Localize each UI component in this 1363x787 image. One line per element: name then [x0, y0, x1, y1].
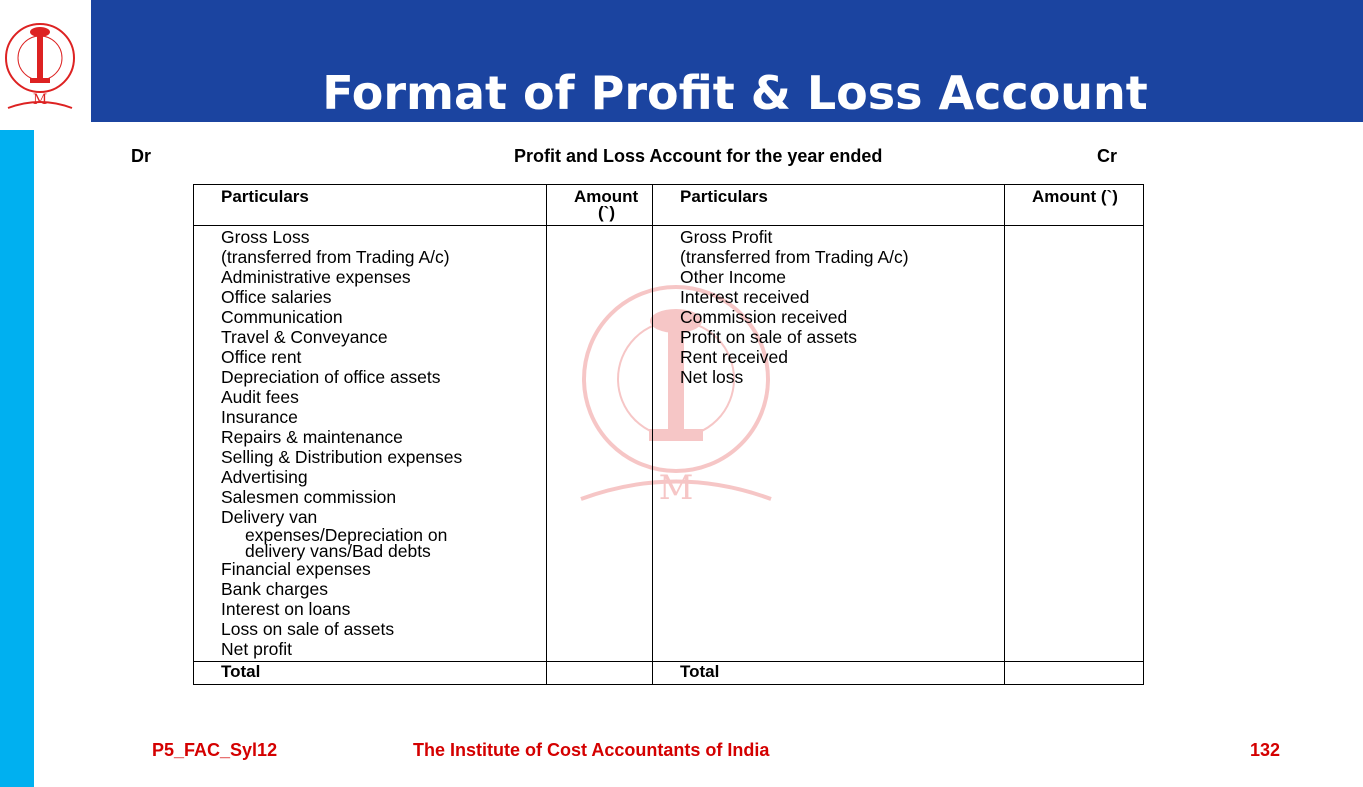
- col-divider-1: [546, 185, 547, 684]
- credit-items-list: [680, 227, 909, 387]
- col-header-amount-right: Amount (`): [1032, 187, 1118, 206]
- list-item: Interest received: [680, 287, 810, 307]
- footer-institute: The Institute of Cost Accountants of India: [413, 740, 770, 760]
- col-header-amount-left: Amount: [574, 187, 639, 206]
- list-item: Bank charges: [221, 579, 329, 599]
- statement-heading: Profit and Loss Account for the year ended: [514, 146, 883, 166]
- list-item: Repairs & maintenance: [221, 427, 403, 447]
- list-item: Loss on sale of assets: [221, 619, 395, 639]
- institute-logo: [0, 0, 91, 122]
- list-item: Administrative expenses: [221, 267, 411, 287]
- col-header-amount-left-unit: (`): [598, 203, 615, 222]
- page-title: Format of Profit & Loss Account: [322, 66, 1148, 120]
- list-item: (transferred from Trading A/c): [680, 247, 909, 267]
- list-item: Financial expenses: [221, 559, 371, 579]
- list-item: delivery vans/Bad debts: [245, 541, 431, 561]
- debit-items-list: [221, 227, 462, 659]
- svg-text:M: M: [32, 92, 48, 108]
- list-item: Net profit: [221, 639, 292, 659]
- list-item: Delivery van: [221, 507, 318, 527]
- list-item: Communication: [221, 307, 343, 327]
- list-item: Net loss: [680, 367, 744, 387]
- col-header-particulars-left: Particulars: [221, 187, 309, 206]
- list-item: Profit on sale of assets: [680, 327, 858, 347]
- dr-label: Dr: [131, 146, 152, 166]
- list-item: Rent received: [680, 347, 788, 367]
- list-item: Insurance: [221, 407, 298, 427]
- list-item: Commission received: [680, 307, 848, 327]
- list-item: expenses/Depreciation on: [245, 525, 448, 545]
- list-item: Office rent: [221, 347, 302, 367]
- total-label-left: Total: [221, 662, 261, 681]
- list-item: Interest on loans: [221, 599, 351, 619]
- total-label-right: Total: [680, 662, 720, 681]
- list-item: Gross Profit: [680, 227, 773, 247]
- side-accent-bar: [0, 130, 34, 787]
- list-item: Advertising: [221, 467, 308, 487]
- footer-code: P5_FAC_Syl12: [152, 740, 278, 760]
- list-item: Gross Loss: [221, 227, 310, 247]
- page-number: 132: [1250, 740, 1281, 760]
- col-divider-2: [652, 185, 653, 684]
- list-item: Travel & Conveyance: [221, 327, 388, 347]
- list-item: Office salaries: [221, 287, 332, 307]
- list-item: Other Income: [680, 267, 787, 287]
- list-item: Salesmen commission: [221, 487, 397, 507]
- list-item: Selling & Distribution expenses: [221, 447, 463, 467]
- list-item: Depreciation of office assets: [221, 367, 441, 387]
- header-row-divider: [194, 225, 1143, 226]
- list-item: Audit fees: [221, 387, 299, 407]
- col-header-particulars-right: Particulars: [680, 187, 768, 206]
- list-item: (transferred from Trading A/c): [221, 247, 450, 267]
- total-row-divider: [194, 661, 1143, 662]
- col-divider-3: [1004, 185, 1005, 684]
- profit-loss-table: [193, 184, 1144, 685]
- svg-text:M: M: [658, 468, 694, 508]
- cr-label: Cr: [1097, 146, 1118, 166]
